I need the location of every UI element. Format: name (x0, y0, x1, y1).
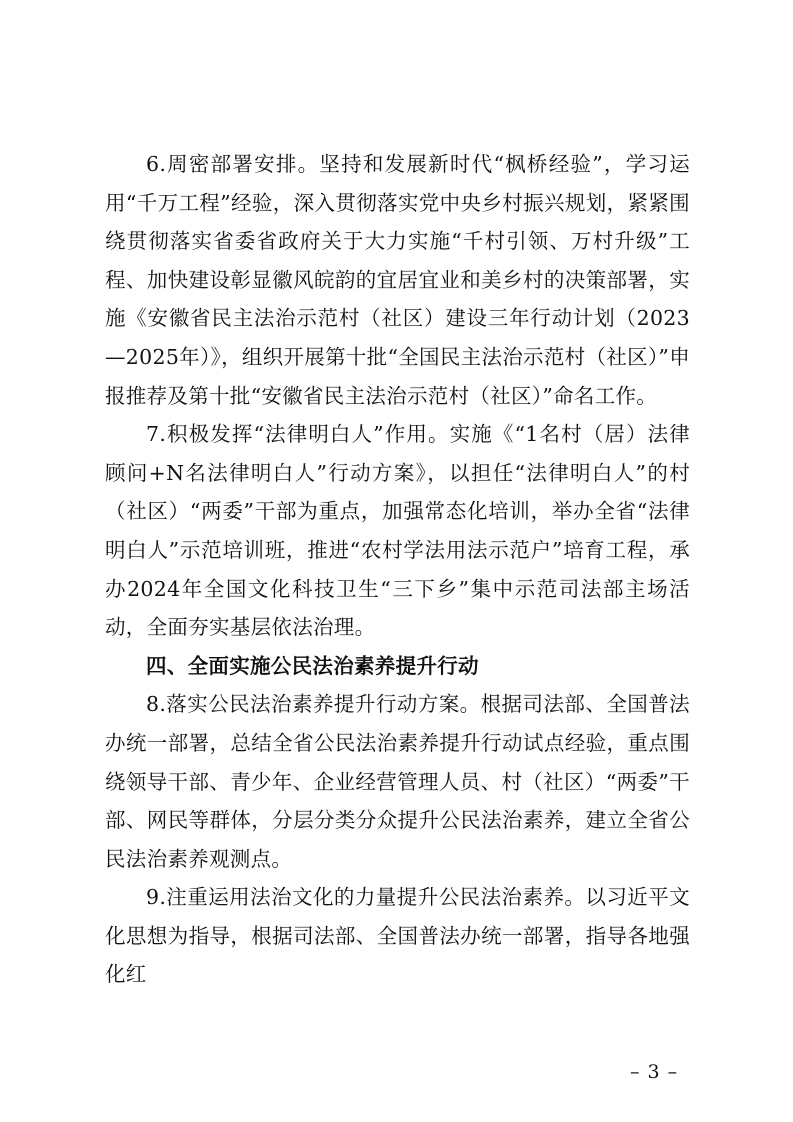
section-heading: 四、全面实施公民法治素养提升行动 (146, 653, 479, 678)
document-body (105, 145, 690, 994)
paragraph-9-lead: 9.注重运用法治文化的力量提升公民法治素养。 (146, 885, 586, 910)
paragraph-6-body: 坚持和发展新时代“枫桥经验”，学习运用“千万工程”经验，深入贯彻落实党中央乡村振兴规划，紧紧围绕贯彻落实省委省政府关于大力实施“千村引领、万村升级”工程、加快建设彰显徽风皖韵的宜居宜业和美乡村的决策部署，实施《安徽省民主法治示范村（社区）建设三年行动计划（2023—2025年）》，组织开展第十批“全国民主法治示范村（社区）”申报推荐及第十批“安徽省民主法治示范村（社区）”命名工作。 (105, 152, 691, 408)
paragraph-8 (105, 685, 690, 878)
paragraph-7-body: 实施《“1名村（居）法律顾问+N名法律明白人”行动方案》，以担任“法律明白人”的村（社区）“两委”干部为重点，加强常态化培训，举办全省“法律明白人”示范培训班，推进“农村学法用法示范户”培育工程，承办2024年全国文化科技卫生“三下乡”集中示范司法部主场活动，全面夯实基层依法治理。 (105, 422, 690, 640)
paragraph-9-body: 以习近平文化思想为指导，根据司法部、全国普法办统一部署，指导各地强化红 (105, 885, 690, 987)
paragraph-9 (105, 878, 690, 994)
paragraph-6 (105, 145, 690, 415)
paragraph-7-lead: 7.积极发挥“法律明白人”作用。 (146, 422, 450, 447)
page-number: – 3 – (630, 1061, 679, 1083)
paragraph-8-body: 根据司法部、全国普法办统一部署，总结全省公民法治素养提升行动试点经验，重点围绕领导干部、青少年、企业经营管理人员、村（社区）“两委”干部、网民等群体，分层分类分众提升公民法治素养，建立全省公民法治素养观测点。 (105, 692, 690, 871)
paragraph-6-lead: 6.周密部署安排。 (146, 152, 320, 176)
paragraph-8-lead: 8.落实公民法治素养提升行动方案。 (146, 692, 481, 717)
paragraph-7 (105, 415, 690, 647)
